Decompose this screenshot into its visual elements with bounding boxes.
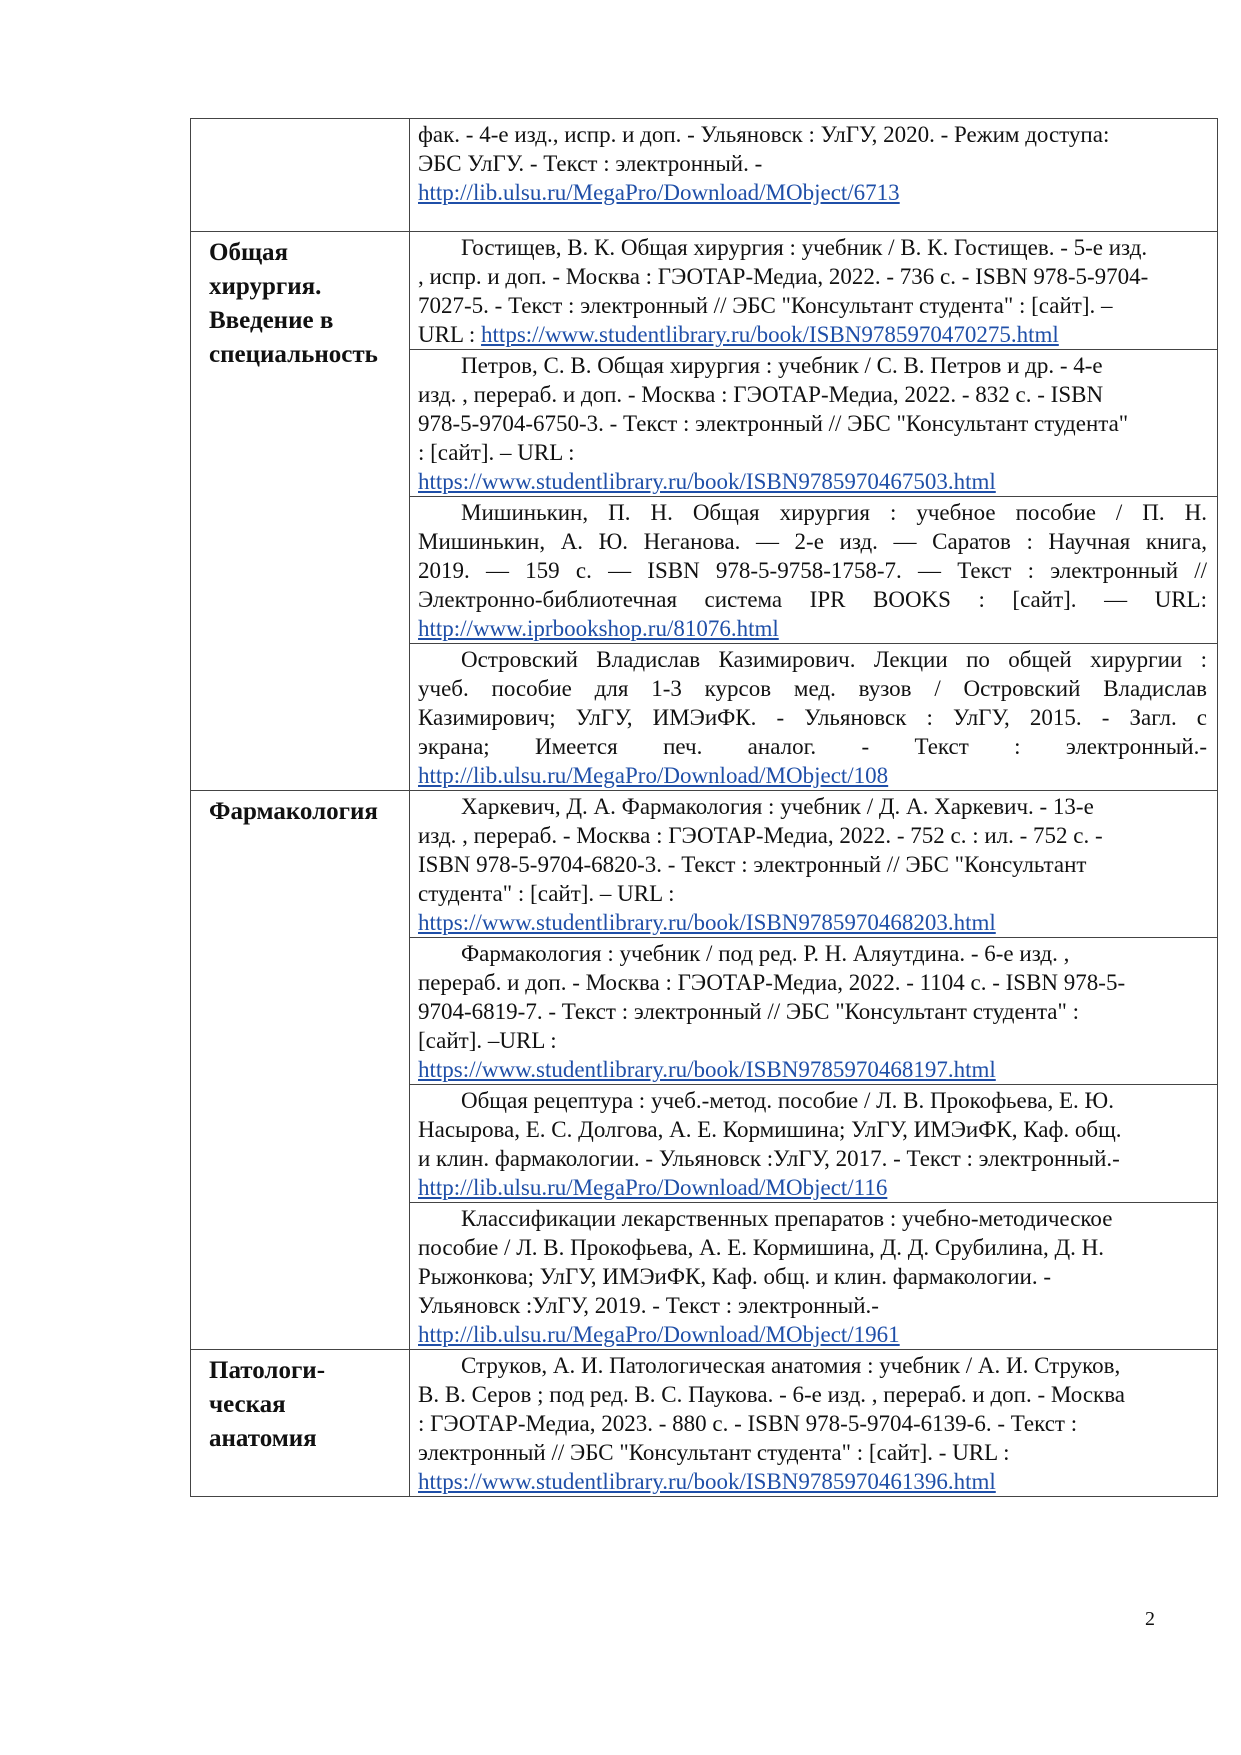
subject-title-line: анатомия <box>209 1425 317 1452</box>
subject-title-line: хирургия. <box>209 273 322 300</box>
reference-text-line: 9704-6819-7. - Текст : электронный // ЭБС "Консультант студента" : <box>418 999 1080 1024</box>
references-table-body <box>191 119 1218 1497</box>
reference-cell <box>410 938 1218 1085</box>
subject-title-line: Общая <box>209 239 289 266</box>
reference-cell <box>410 119 1218 232</box>
table-row <box>191 1350 1218 1497</box>
subject-title-line: ческая <box>209 1391 286 1418</box>
reference-link[interactable]: http://lib.ulsu.ru/MegaPro/Download/MObject/1961 <box>418 1322 900 1347</box>
page-number: 2 <box>1145 1608 1155 1630</box>
reference-link-line <box>418 467 1207 496</box>
reference-link-line <box>418 1467 1207 1496</box>
reference-link-line <box>418 320 1207 349</box>
reference-text-line: Мишинькин, П. Н. Общая хирургия : учебное пособие / П. Н. <box>461 500 1207 525</box>
reference-text-line: учеб. пособие для 1-3 курсов мед. вузов / Островский Владислав <box>418 676 1207 701</box>
reference-text-line: Фармакология : учебник / под ред. Р. Н. Аляутдина. - 6-е изд. , <box>461 941 1070 966</box>
subject-cell <box>191 791 410 1350</box>
reference-text-line: 978-5-9704-6750-3. - Текст : электронный // ЭБС "Консультант студента" <box>418 411 1129 436</box>
reference-text-line: ISBN 978-5-9704-6820-3. - Текст : электронный // ЭБС "Консультант <box>418 852 1087 877</box>
subject-title-line: специальность <box>209 341 378 368</box>
reference-text-line: перераб. и доп. - Москва : ГЭОТАР-Медиа, 2022. - 1104 с. - ISBN 978-5- <box>418 970 1126 995</box>
reference-text-line: Струков, А. И. Патологическая анатомия : учебник / А. И. Струков, <box>461 1353 1121 1378</box>
references-table <box>190 118 1218 1497</box>
reference-text-line: Электронно-библиотечная система IPR BOOKS : [сайт]. — URL: <box>418 587 1207 612</box>
reference-text-line: Ульяновск :УлГУ, 2019. - Текст : электронный.- <box>418 1293 879 1318</box>
subject-cell <box>191 232 410 791</box>
reference-text-line: Харкевич, Д. А. Фармакология : учебник / Д. А. Харкевич. - 13-е <box>461 794 1094 819</box>
reference-text-line: 7027-5. - Текст : электронный // ЭБС "Консультант студента" : [сайт]. – <box>418 293 1113 318</box>
reference-text-line: электронный // ЭБС "Консультант студента" : [сайт]. - URL : <box>418 1440 1010 1465</box>
reference-cell <box>410 1350 1218 1497</box>
reference-text-line: Классификации лекарственных препаратов : учебно-методическое <box>461 1206 1113 1231</box>
reference-text-line: В. В. Серов ; под ред. В. С. Паукова. - 6-е изд. , перераб. и доп. - Москва <box>418 1382 1125 1407</box>
reference-cell <box>410 644 1218 791</box>
reference-text-line: пособие / Л. В. Прокофьева, А. Е. Кормишина, Д. Д. Срубилина, Д. Н. <box>418 1235 1105 1260</box>
reference-text-line: Гостищев, В. К. Общая хирургия : учебник / В. К. Гостищев. - 5-е изд. <box>461 235 1148 260</box>
reference-text-line: : [сайт]. – URL : <box>418 440 575 465</box>
table-row <box>191 232 1218 350</box>
table-row <box>191 119 1218 232</box>
reference-cell <box>410 350 1218 497</box>
reference-text-line: экрана; Имеется печ. аналог. - Текст : электронный.- <box>418 734 1207 759</box>
subject-title-line: Патологи- <box>209 1357 326 1384</box>
reference-link[interactable]: https://www.studentlibrary.ru/book/ISBN9785970461396.html <box>418 1469 996 1494</box>
subject-cell <box>191 1350 410 1497</box>
reference-link[interactable]: https://www.studentlibrary.ru/book/ISBN9785970468203.html <box>418 910 996 935</box>
reference-text-line: : ГЭОТАР-Медиа, 2023. - 880 с. - ISBN 978-5-9704-6139-6. - Текст : <box>418 1411 1078 1436</box>
reference-text-line: Казимирович; УлГУ, ИМЭиФК. - Ульяновск : УлГУ, 2015. - Загл. с <box>418 705 1207 730</box>
subject-title-line: Фармакология <box>209 798 378 825</box>
reference-text-line: Мишинькин, А. Ю. Неганова. — 2-е изд. — Саратов : Научная книга, <box>418 529 1207 554</box>
reference-text-line: изд. , перераб. и доп. - Москва : ГЭОТАР-Медиа, 2022. - 832 с. - ISBN <box>418 382 1104 407</box>
reference-link[interactable]: https://www.studentlibrary.ru/book/ISBN9785970468197.html <box>418 1057 996 1082</box>
reference-text-line: Насырова, Е. С. Долгова, А. Е. Кормишина; УлГУ, ИМЭиФК, Каф. общ. <box>418 1117 1122 1142</box>
reference-text-line: фак. - 4-е изд., испр. и доп. - Ульяновск : УлГУ, 2020. - Режим доступа: <box>418 122 1110 147</box>
reference-cell <box>410 791 1218 938</box>
reference-link-line <box>418 1173 1207 1202</box>
reference-cell <box>410 232 1218 350</box>
reference-link[interactable]: http://lib.ulsu.ru/MegaPro/Download/MObject/6713 <box>418 180 900 205</box>
reference-link[interactable]: http://lib.ulsu.ru/MegaPro/Download/MObject/116 <box>418 1175 888 1200</box>
reference-text-line: Островский Владислав Казимирович. Лекции по общей хирургии : <box>461 647 1207 672</box>
reference-link[interactable]: http://lib.ulsu.ru/MegaPro/Download/MObject/108 <box>418 763 889 788</box>
reference-link[interactable]: https://www.studentlibrary.ru/book/ISBN9785970467503.html <box>418 469 996 494</box>
subject-title-line: Введение в <box>209 307 334 334</box>
subject-cell <box>191 119 410 232</box>
reference-cell <box>410 1085 1218 1203</box>
reference-text-line: ЭБС УлГУ. - Текст : электронный. - <box>418 151 763 176</box>
reference-link[interactable]: https://www.studentlibrary.ru/book/ISBN9785970470275.html <box>481 322 1059 347</box>
reference-text-line: [сайт]. –URL : <box>418 1028 557 1053</box>
reference-text-line: , испр. и доп. - Москва : ГЭОТАР-Медиа, 2022. - 736 с. - ISBN 978-5-9704- <box>418 264 1149 289</box>
reference-text-line: Общая рецептура : учеб.-метод. пособие / Л. В. Прокофьева, Е. Ю. <box>461 1088 1114 1113</box>
reference-link-line <box>418 1320 1207 1349</box>
reference-cell <box>410 497 1218 644</box>
reference-link-prefix: URL : <box>418 322 482 347</box>
reference-link[interactable]: http://www.iprbookshop.ru/81076.html <box>418 616 779 641</box>
reference-text-line: студента" : [сайт]. – URL : <box>418 881 675 906</box>
reference-text-line: и клин. фармакологии. - Ульяновск :УлГУ, 2017. - Текст : электронный.- <box>418 1146 1120 1171</box>
reference-link-line <box>418 614 1207 643</box>
reference-link-line <box>418 761 1207 790</box>
reference-cell <box>410 1203 1218 1350</box>
reference-link-line <box>418 908 1207 937</box>
reference-text-line: 2019. — 159 с. — ISBN 978-5-9758-1758-7. — Текст : электронный // <box>418 558 1207 583</box>
reference-text-line: изд. , перераб. - Москва : ГЭОТАР-Медиа, 2022. - 752 с. : ил. - 752 с. - <box>418 823 1103 848</box>
reference-text-line: Рыжонкова; УлГУ, ИМЭиФК, Каф. общ. и клин. фармакологии. - <box>418 1264 1051 1289</box>
reference-text-line: Петров, С. В. Общая хирургия : учебник / С. В. Петров и др. - 4-е <box>461 353 1103 378</box>
table-row <box>191 791 1218 938</box>
reference-link-line <box>418 178 1207 207</box>
reference-link-line <box>418 1055 1207 1084</box>
